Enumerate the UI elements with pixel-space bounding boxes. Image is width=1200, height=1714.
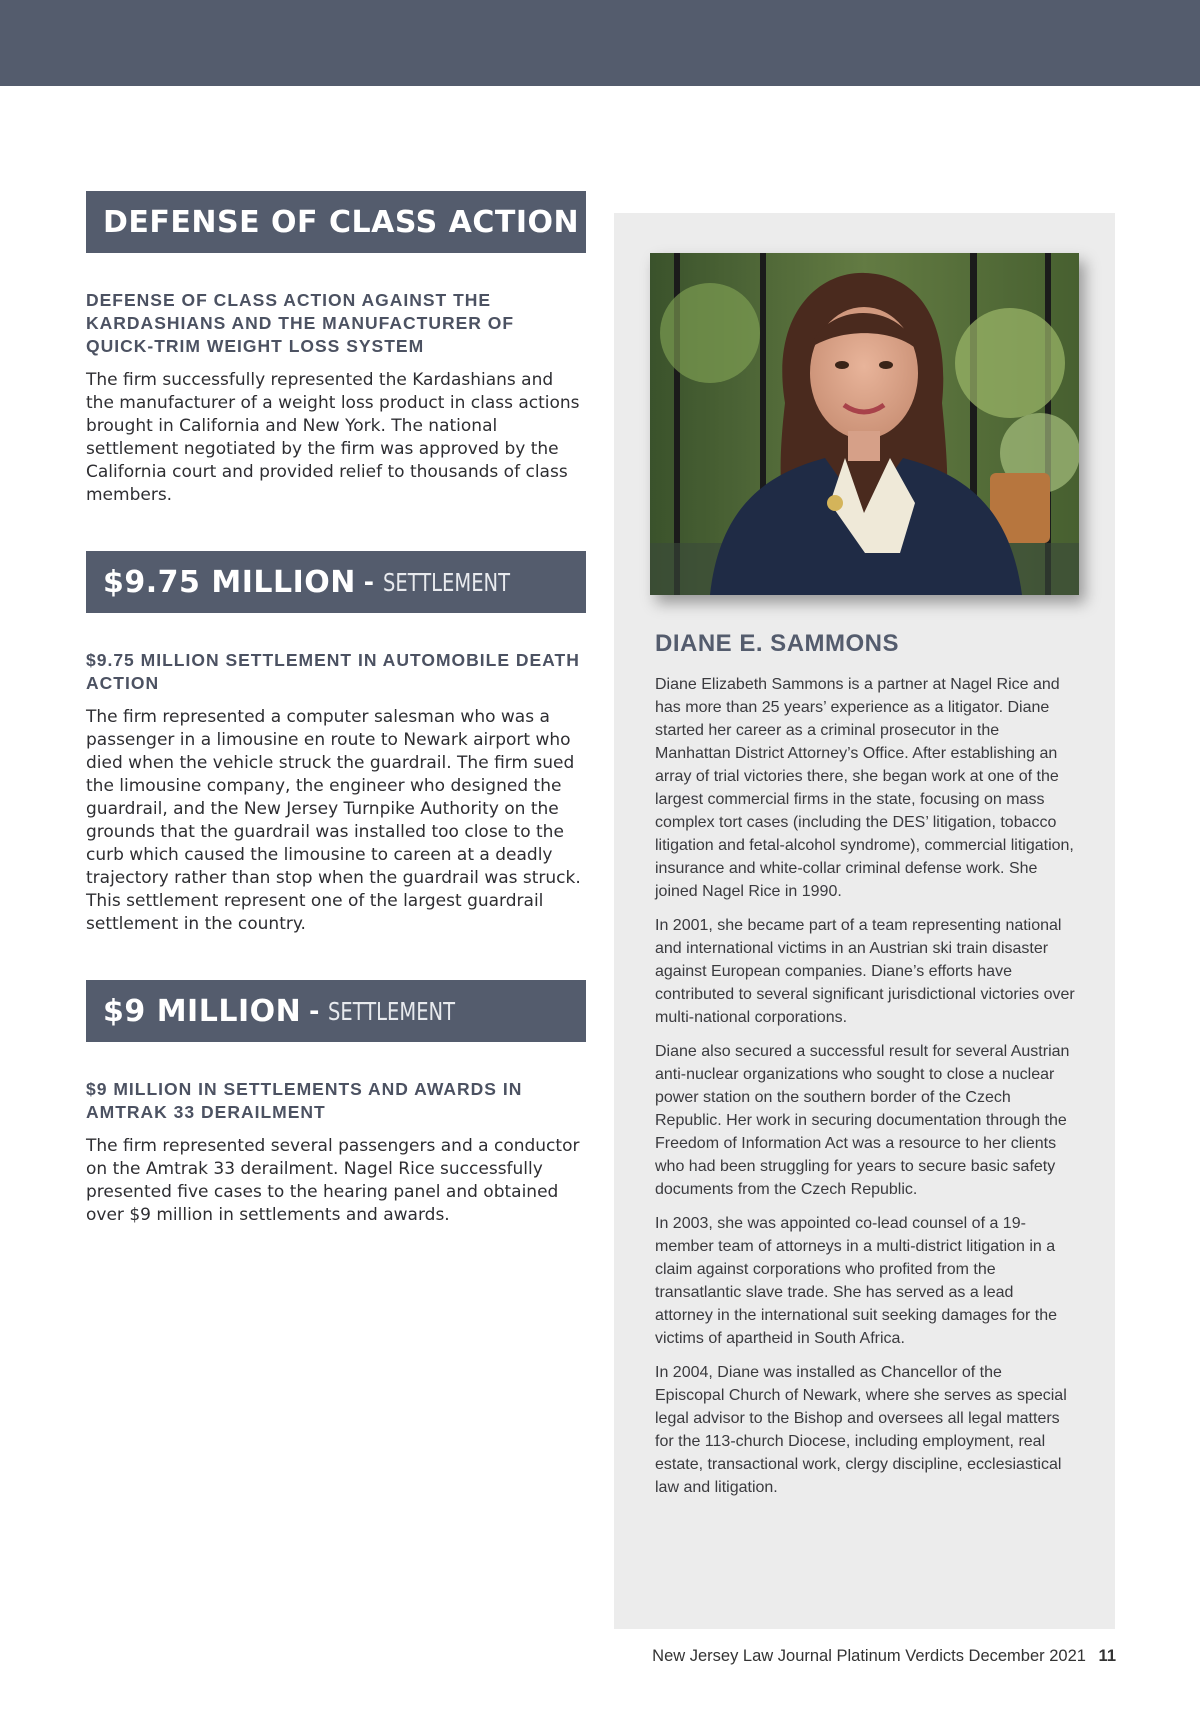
- bio-paragraph: Diane also secured a successful result for several Austrian anti-nuclear organizations who sought to close a nuclear power station on the southern border of the Czech Republic. Her work in securing documentation through the Freedom of Information Act was a resource to her clients who had been struggling for years to secure basic safety documents from the Czech Republic.: [655, 1043, 1070, 1198]
- top-header-band: [0, 0, 1200, 86]
- section-banner: [86, 551, 586, 613]
- publication-title: New Jersey Law Journal Platinum Verdicts December 2021: [652, 1647, 1086, 1665]
- section-banner-amount: $9.75 MILLION: [103, 564, 356, 600]
- case-description: The firm represented several passengers and a conductor on the Amtrak 33 derailment. Nagel Rice successfully presented five cases to the hearing panel and obtained over $9 million in settlements and awards.: [86, 1136, 580, 1225]
- case-heading: $9.75 MILLION SETTLEMENT IN AUTOMOBILE DEATH ACTION: [86, 650, 580, 693]
- case-description: The firm successfully represented the Kardashians and the manufacturer of a weight loss product in class actions brought in California and New York. The national settlement negotiated by the firm was approved by the California court and provided relief to thousands of class members.: [86, 370, 580, 505]
- case-block-9-75-million: [86, 551, 586, 936]
- case-results-column: [86, 191, 586, 1271]
- section-banner: [86, 191, 586, 253]
- section-banner: [86, 980, 586, 1042]
- bio-paragraph: Diane Elizabeth Sammons is a partner at Nagel Rice and has more than 25 years’ experience as a litigator. Diane started her career as a criminal prosecutor in the Manhattan District Attorney’s Office. After establishing an array of trial victories there, she began work at one of the largest commercial firms in the state, focusing on mass complex tort cases (including the DES’ litigation, tobacco litigation and fetal-alcohol syndrome), commercial litigation, insurance and white-collar criminal defense work. She joined Nagel Rice in 1990.: [655, 676, 1074, 900]
- attorney-bio-text: [655, 673, 1075, 1510]
- attorney-name: DIANE E. SAMMONS: [655, 630, 900, 657]
- bio-paragraph: In 2003, she was appointed co-lead counsel of a 19-member team of attorneys in a multi-district litigation in a claim against corporations who profited from the transatlantic slave trade. She has served as a lead attorney in the international suit seeking damages for the victims of apartheid in South Africa.: [655, 1215, 1058, 1347]
- attorney-portrait-photo: [650, 253, 1079, 595]
- section-banner-separator: -: [309, 994, 320, 1027]
- case-description: The firm represented a computer salesman who was a passenger in a limousine en route to Newark airport who died when the vehicle struck the guardrail. The firm sued the limousine company, the engineer who designed the guardrail, and the New Jersey Turnpike Authority on the grounds that the guardrail was installed too close to the curb which caused the limousine to careen at a deadly trajectory rather than stop when the guardrail was struck. This settlement represent one of the largest guardrail settlement in the country.: [86, 707, 581, 934]
- case-block-9-million: [86, 980, 586, 1227]
- case-heading: $9 MILLION IN SETTLEMENTS AND AWARDS IN AMTRAK 33 DERAILMENT: [86, 1079, 523, 1122]
- page-number: 11: [1098, 1647, 1116, 1665]
- bio-paragraph: In 2001, she became part of a team representing national and international victims in an Austrian ski train disaster against European companies. Diane’s efforts have contributed to several significant jurisdictional victories over multi-national corporations.: [655, 917, 1075, 1026]
- case-block-class-action: [86, 191, 586, 507]
- case-heading: DEFENSE OF CLASS ACTION AGAINST THE KARDASHIANS AND THE MANUFACTURER OF QUICK-TRIM WEIGHT LOSS SYSTEM: [86, 290, 515, 356]
- section-banner-type: SETTLEMENT: [382, 567, 510, 597]
- section-banner-title: DEFENSE OF CLASS ACTION: [103, 204, 580, 240]
- attorney-bio-panel: [614, 213, 1115, 1629]
- section-banner-amount: $9 MILLION: [103, 993, 302, 1029]
- section-banner-type: SETTLEMENT: [328, 996, 456, 1026]
- bio-paragraph: In 2004, Diane was installed as Chancellor of the Episcopal Church of Newark, where she serves as special legal advisor to the Bishop and oversees all legal matters for the 113-church Diocese, including employment, real estate, transactional work, clergy discipline, ecclesiastical law and litigation.: [655, 1364, 1067, 1496]
- section-banner-separator: -: [363, 565, 374, 598]
- page-footer: [652, 1647, 1116, 1666]
